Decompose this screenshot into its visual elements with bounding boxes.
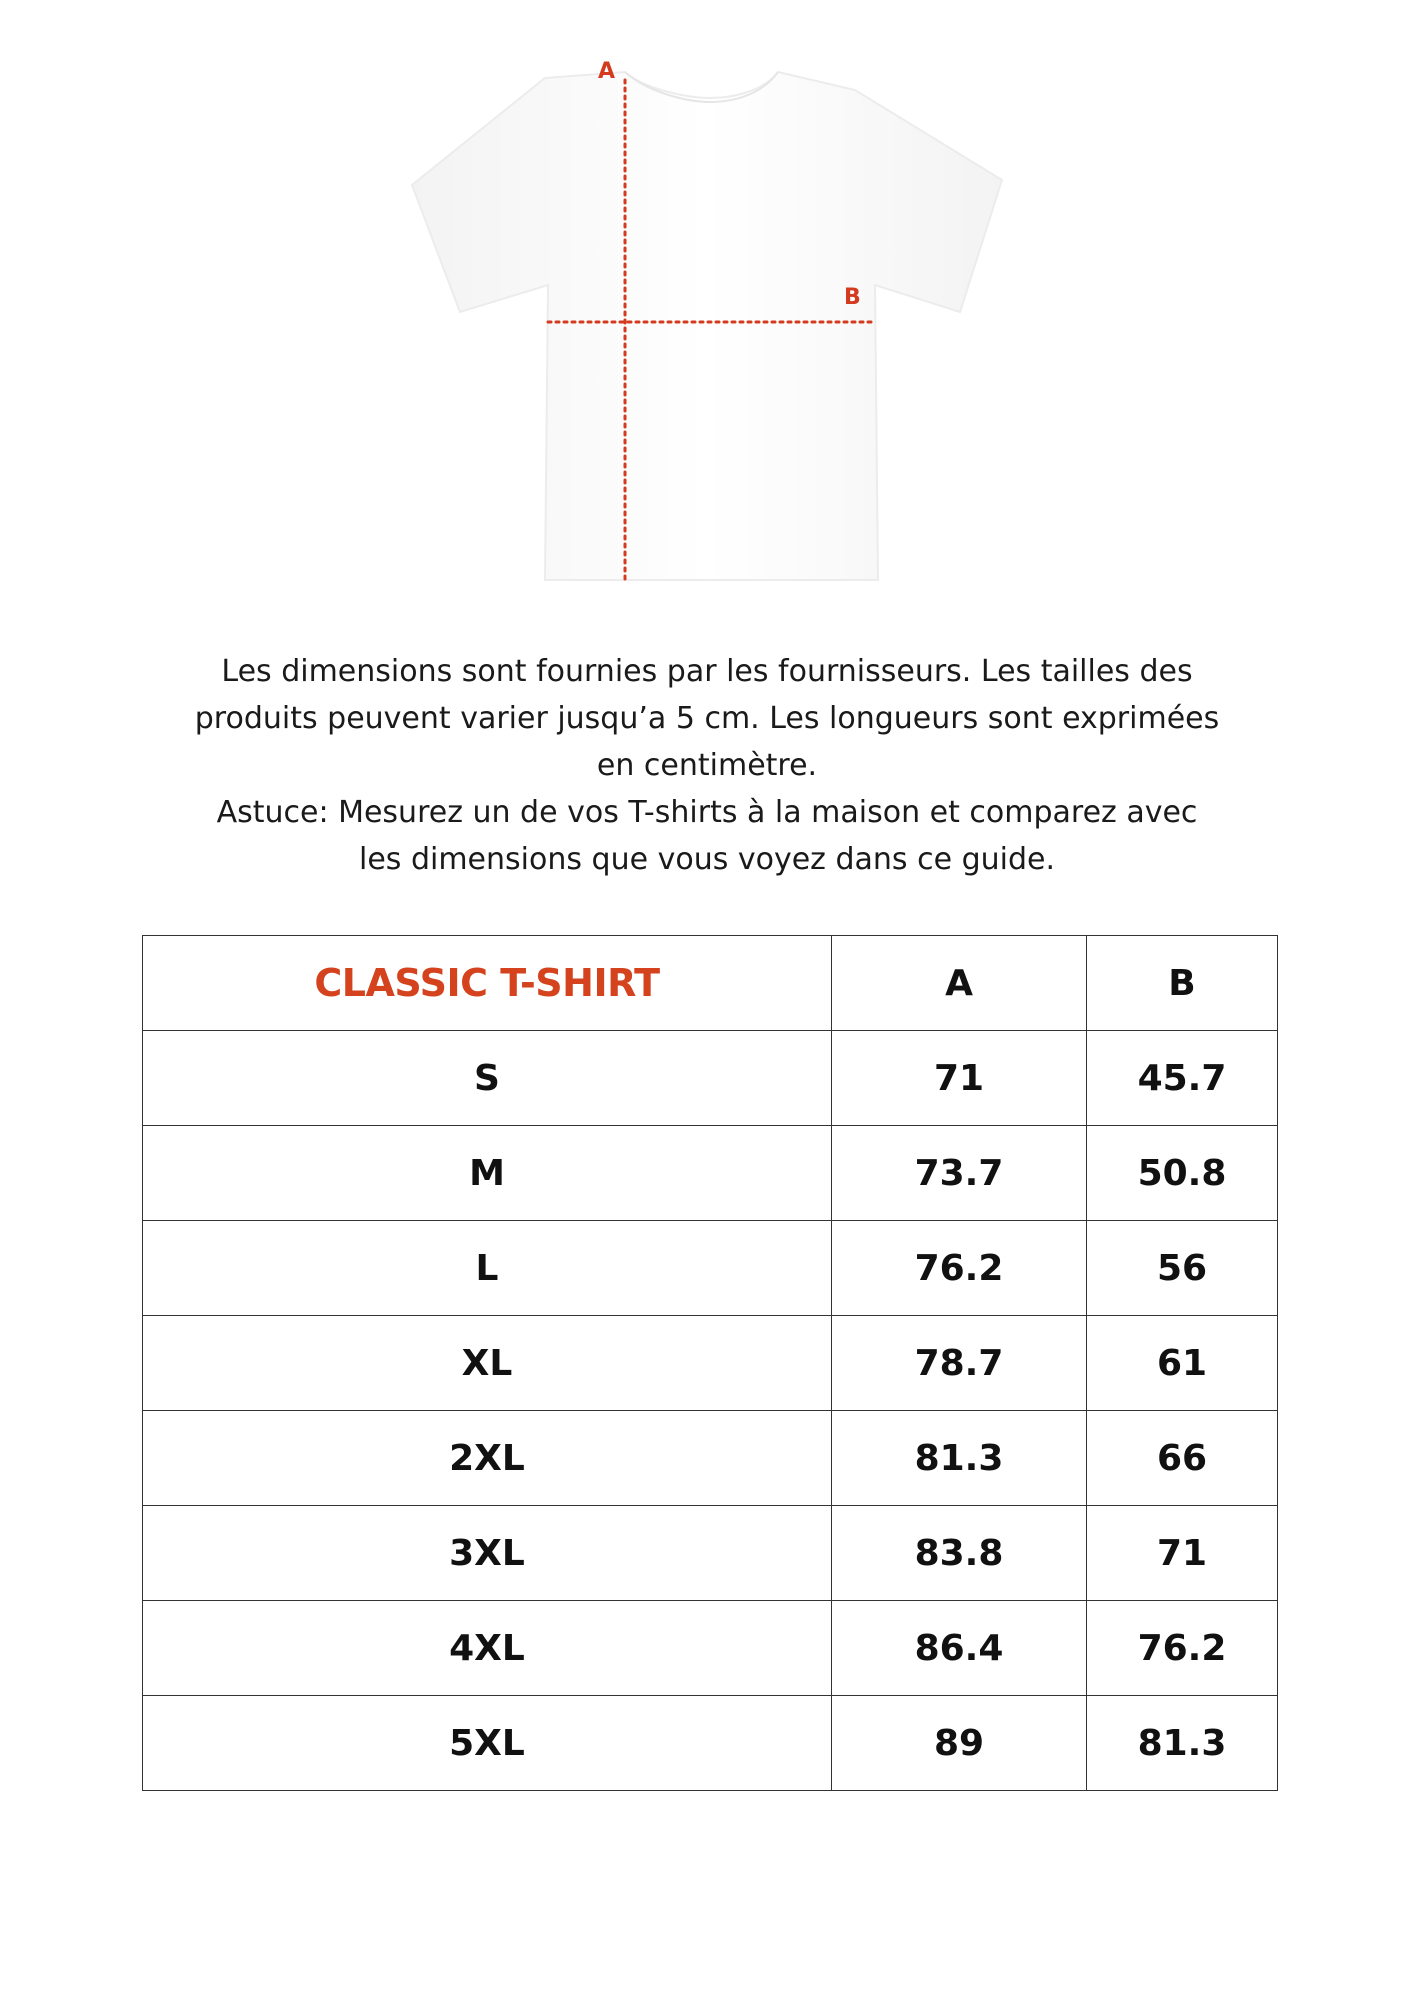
note-tip-line: Astuce: Mesurez un de vos T-shirts à la maison et comparez avec bbox=[216, 795, 1198, 830]
measure-a-cell: 73.7 bbox=[832, 1126, 1087, 1221]
tshirt-diagram bbox=[400, 50, 1020, 600]
note-line: produits peuvent varier jusqu’a 5 cm. Les longueurs sont exprimées bbox=[194, 701, 1220, 736]
table-row bbox=[143, 1506, 1278, 1601]
measure-a-cell: 83.8 bbox=[832, 1506, 1087, 1601]
tshirt-body-shape bbox=[412, 72, 1002, 580]
measure-a-cell: 89 bbox=[832, 1696, 1087, 1791]
measure-b-cell: 81.3 bbox=[1087, 1696, 1278, 1791]
size-cell: L bbox=[143, 1221, 832, 1316]
measure-b-cell: 50.8 bbox=[1087, 1126, 1278, 1221]
tshirt-illustration bbox=[400, 50, 1020, 600]
measure-b-cell: 45.7 bbox=[1087, 1031, 1278, 1126]
size-cell: XL bbox=[143, 1316, 832, 1411]
table-header-row bbox=[143, 936, 1278, 1031]
note-line: Les dimensions sont fournies par les fournisseurs. Les tailles des bbox=[221, 654, 1193, 689]
size-table bbox=[142, 935, 1278, 1791]
measure-b-cell: 71 bbox=[1087, 1506, 1278, 1601]
table-row bbox=[143, 1411, 1278, 1506]
column-header-a: A bbox=[832, 936, 1087, 1031]
size-cell: M bbox=[143, 1126, 832, 1221]
measure-a-cell: 78.7 bbox=[832, 1316, 1087, 1411]
measure-b-cell: 56 bbox=[1087, 1221, 1278, 1316]
measure-b-cell: 76.2 bbox=[1087, 1601, 1278, 1696]
size-cell: 3XL bbox=[143, 1506, 832, 1601]
size-cell: 4XL bbox=[143, 1601, 832, 1696]
measure-label-b: B bbox=[844, 285, 861, 310]
note-tip-line: les dimensions que vous voyez dans ce guide. bbox=[359, 842, 1055, 877]
column-header-b: B bbox=[1087, 936, 1278, 1031]
measure-b-cell: 61 bbox=[1087, 1316, 1278, 1411]
table-title: CLASSIC T-SHIRT bbox=[143, 936, 832, 1031]
table-row bbox=[143, 1126, 1278, 1221]
measure-a-cell: 71 bbox=[832, 1031, 1087, 1126]
table-row bbox=[143, 1696, 1278, 1791]
size-cell: 5XL bbox=[143, 1696, 832, 1791]
table-row bbox=[143, 1031, 1278, 1126]
table-row bbox=[143, 1601, 1278, 1696]
size-cell: 2XL bbox=[143, 1411, 832, 1506]
measure-b-cell: 66 bbox=[1087, 1411, 1278, 1506]
measure-a-cell: 86.4 bbox=[832, 1601, 1087, 1696]
measure-a-cell: 81.3 bbox=[832, 1411, 1087, 1506]
measure-a-cell: 76.2 bbox=[832, 1221, 1087, 1316]
size-cell: S bbox=[143, 1031, 832, 1126]
table-row bbox=[143, 1316, 1278, 1411]
table-row bbox=[143, 1221, 1278, 1316]
measure-label-a: A bbox=[598, 59, 616, 84]
note-line: en centimètre. bbox=[596, 748, 818, 783]
size-guide-note bbox=[120, 648, 1294, 883]
